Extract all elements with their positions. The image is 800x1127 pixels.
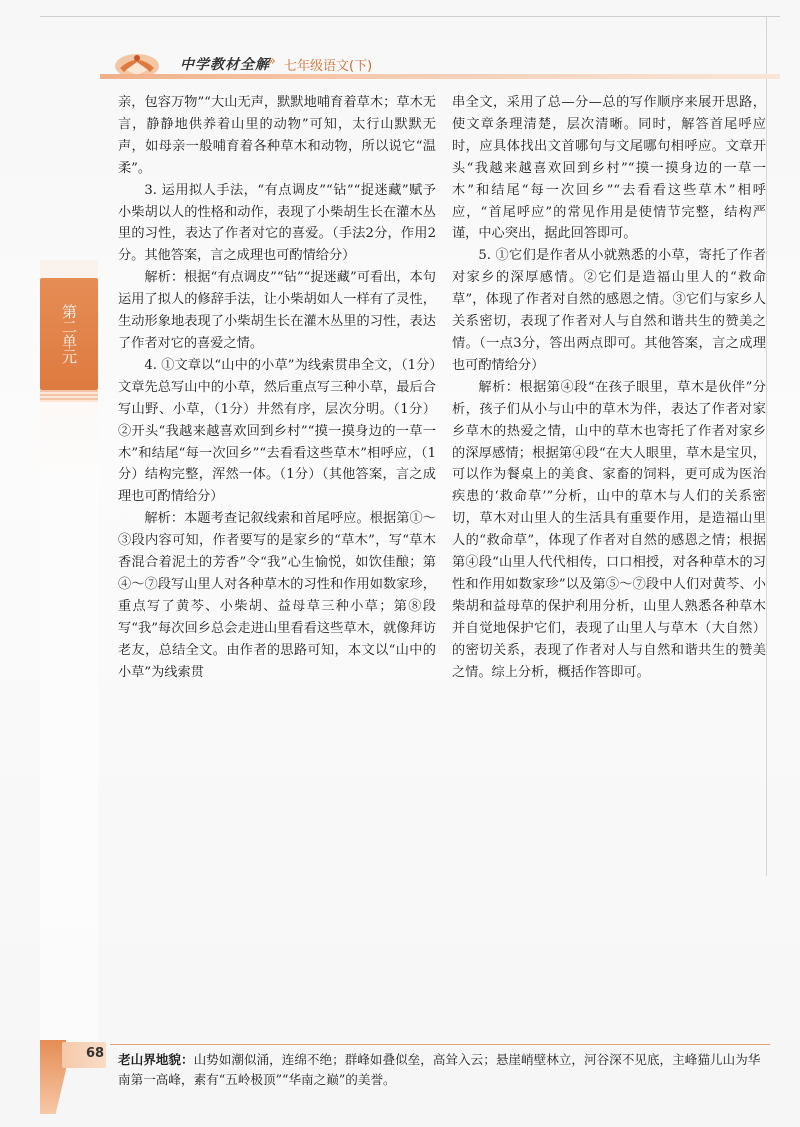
page-header xyxy=(100,46,780,86)
paragraph: 解析：根据第④段“在孩子眼里，草木是伙伴”分析，孩子们从小与山中的草木为伴，表达了作者对家乡草木的热爱之情，山中的草木也寄托了作者对家乡的深厚感情；根据第④段“在大人眼里，草木是宝贝，可以作为餐桌上的美食、家畜的饲料，更可成为医治疾患的‘救命草’”分析，山中的草木与人们的关系密切，草木对山里人的生活具有重要作用，是造福山里人的“救命草”，体现了作者对自然的感恩之情；根据第④段“山里人代代相传，口口相授，对各种草木的习性和作用如数家珍”以及第⑤～⑦段中人们对黄芩、小柴胡和益母草的保护利用分析，山里人熟悉各种草木并自觉地保护它们，表现了山里人与草木（大自然）的密切关系，表现了作者对人与自然和谐共生的赞美之情。综上分析，概括作答即可。 xyxy=(452,379,766,680)
paragraph: 3. 运用拟人手法，“有点调皮”“钻”“捉迷藏”赋予小柴胡以人的性格和动作，表现了小柴胡生长在灌木丛里的习性，表达了作者对它的喜爱。（手法2分，作用2分。其他答案，言之成理也可酌情给分） xyxy=(118,182,436,264)
paragraph: 5. ①它们是作者从小就熟悉的小草，寄托了作者对家乡的深厚感情。②它们是造福山里人的“救命草”，体现了作者对自然的感恩之情。③它们与家乡人关系密切，表现了作者对人与自然和谐共生的赞美之情。（一点3分，答出两点即可。其他答案，言之成理也可酌情给分） xyxy=(452,248,766,373)
right-column xyxy=(452,92,766,683)
left-column xyxy=(118,92,436,683)
paragraph: 串全文，采用了总—分—总的写作顺序来展开思路，使文章条理清楚，层次清晰。同时，解答首尾呼应时，应具体找出文首哪句与文尾哪句相呼应。文章开头“我越来越喜欢回到乡村”“摸一摸身边的一草一木”和结尾“每一次回乡”“去看看这些草木”相呼应，“首尾呼应”的常见作用是使情节完整，结构严谨，中心突出，据此回答即可。 xyxy=(452,95,766,242)
top-rule xyxy=(40,16,780,17)
unit-tab-stripe xyxy=(40,390,98,402)
footer-note-title: 老山界地貌： xyxy=(118,1052,194,1067)
header-bar xyxy=(100,74,780,79)
page-number: 68 xyxy=(86,1046,105,1061)
paragraph: 解析：本题考查记叙线索和首尾呼应。根据第①～③段内容可知，作者要写的是家乡的“草木”，写“草木香混合着泥土的芳香”令“我”心生愉悦，如饮佳酿；第④～⑦段写山里人对各种草木的习性和作用如数家珍，重点写了黄芩、小柴胡、益母草三种小草；第⑧段写“我”每次回乡总会走进山里看看这些草木，就像拜访老友，总结全文。由作者的思路可知，本文以“山中的小草”为线索贯 xyxy=(118,511,436,680)
footer-rule xyxy=(110,1044,770,1045)
paragraph: 解析：根据“有点调皮”“钻”“捉迷藏”可看出，本句运用了拟人的修辞手法，让小柴胡如人一样有了灵性，生动形象地表现了小柴胡生长在灌木丛里的习性，表达了作者对它的喜爱之情。 xyxy=(118,270,436,351)
book-subtitle: 七年级语文(下) xyxy=(284,59,373,74)
unit-tab-label: 第二单元 xyxy=(60,304,78,364)
footer-note xyxy=(118,1050,768,1090)
right-rule xyxy=(766,16,767,876)
header-separator-icon: » xyxy=(268,54,276,69)
paragraph: 亲，包容万物”“大山无声，默默地哺育着草木；草木无言，静静地供养着山里的动物”可知，太行山默默无声，如母亲一般哺育着各种草木和动物，所以说它“温柔”。 xyxy=(118,95,436,176)
paragraph: 4. ①文章以“山中的小草”为线索贯串全文，（1分）文章先总写山中的小草，然后重点写三种小草，最后合写山野、小草，（1分）井然有序，层次分明。（1分）②开头“我越来越喜欢回到乡村”“摸一摸身边的一草一木”和结尾“每一次回乡”“去看看这些草木”相呼应，（1分）结构完整，浑然一体。（1分）（其他答案，言之成理也可酌情给分） xyxy=(118,357,436,505)
footer-note-text: 山势如潮似涌，连绵不绝；群峰如叠似垒，高耸入云；悬崖峭壁林立，河谷深不见底，主峰猫儿山为华南第一高峰，素有“五岭极顶”“华南之巅”的美誉。 xyxy=(118,1052,761,1087)
book-title: 中学教材全解 xyxy=(180,57,270,73)
unit-tab xyxy=(40,278,98,390)
